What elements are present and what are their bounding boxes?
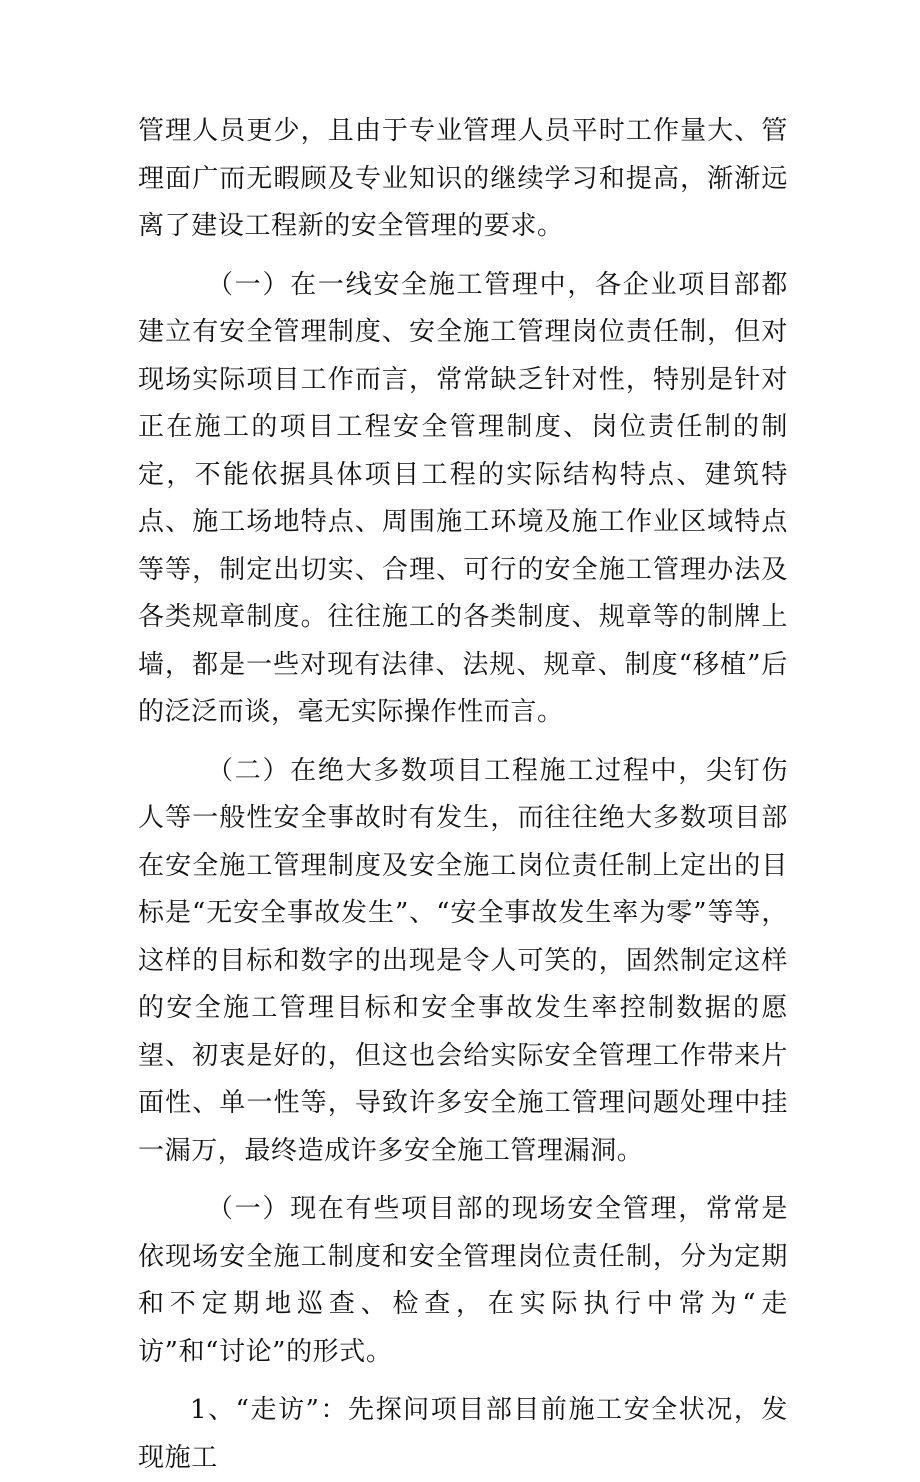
paragraph-2: （一）在一线安全施工管理中，各企业项目部都建立有安全管理制度、安全施工管理岗位责任制，但对现场实际项目工作而言，常常缺乏针对性，特别是针对正在施工的项目工程安全管理制度、岗位责任制的制定，不能依据具体项目工程的实际结构特点、建筑特点、施工场地特点、周围施工环境及施工作业区域特点等等，制定出切实、合理、可行的安全施工管理办法及各类规章制度。往往施工的各类制度、规章等的制牌上墙，都是一些对现有法律、法规、规章、制度“移植”后的泛泛而谈，毫无实际操作性而言。 xyxy=(138,269,788,727)
paragraph-4: （一）现在有些项目部的现场安全管理，常常是依现场安全施工制度和安全管理岗位责任制，分为定期和不定期地巡查、检查，在实际执行中常为“走访”和“讨论”的形式。 xyxy=(138,1194,788,1367)
paragraph-5: 1、“走访”：先探问项目部目前施工安全状况，发现施工 xyxy=(138,1395,788,1473)
document-body xyxy=(138,108,788,1482)
paragraph-3: （二）在绝大多数项目工程施工过程中，尖钉伤人等一般性安全事故时有发生，而往往绝大多数项目部在安全施工管理制度及安全施工岗位责任制上定出的目标是“无安全事故发生”、“安全事故发生率为零”等等，这样的目标和数字的出现是令人可笑的，固然制定这样的安全施工管理目标和安全事故发生率控制数据的愿望、初衷是好的，但这也会给实际安全管理工作带来片面性、单一性等，导致许多安全施工管理问题处理中挂一漏万，最终造成许多安全施工管理漏洞。 xyxy=(138,755,788,1166)
paragraph-1: 管理人员更少，且由于专业管理人员平时工作量大、管理面广而无暇顾及专业知识的继续学习和提高，渐渐远离了建设工程新的安全管理的要求。 xyxy=(138,116,788,241)
